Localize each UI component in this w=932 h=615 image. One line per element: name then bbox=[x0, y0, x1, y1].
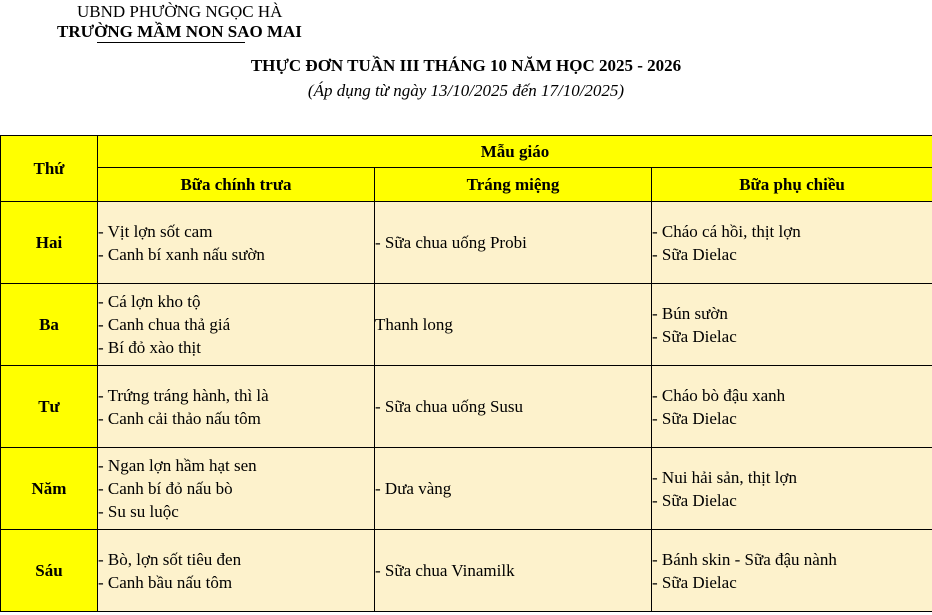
lunch-cell bbox=[98, 530, 375, 612]
snack-cell bbox=[652, 366, 932, 448]
snack-cell bbox=[652, 284, 932, 366]
day-cell: Hai bbox=[1, 202, 98, 284]
column-header-snack: Bữa phụ chiều bbox=[652, 168, 932, 202]
day-cell: Sáu bbox=[1, 530, 98, 612]
snack-item: - Sữa Dielac bbox=[652, 326, 737, 346]
lunch-item: - Su su luộc bbox=[98, 502, 179, 521]
menu-row bbox=[1, 202, 932, 284]
snack-item: - Sữa Dielac bbox=[652, 408, 737, 428]
dessert-cell bbox=[375, 448, 652, 530]
snack-item: - Nui hải sản, thịt lợn bbox=[652, 467, 797, 487]
lunch-item: - Cá lợn kho tộ bbox=[98, 292, 201, 311]
dessert-cell bbox=[375, 530, 652, 612]
column-header-dessert: Tráng miệng bbox=[375, 168, 652, 202]
dessert-item: - Sữa chua uống Susu bbox=[375, 397, 524, 416]
dessert-cell bbox=[375, 202, 652, 284]
menu-date-range: (Áp dụng từ ngày 13/10/2025 đến 17/10/2025) bbox=[307, 81, 625, 100]
lunch-item: - Bí đỏ xào thịt bbox=[98, 338, 201, 357]
day-cell: Tư bbox=[1, 366, 98, 448]
dessert-cell bbox=[375, 284, 652, 366]
dessert-item: - Dưa vàng bbox=[375, 479, 452, 498]
menu-title: THỰC ĐƠN TUẦN III THÁNG 10 NĂM HỌC 2025 - 2026 bbox=[250, 56, 682, 75]
school-underline bbox=[97, 42, 245, 43]
lunch-cell bbox=[98, 366, 375, 448]
lunch-item: - Canh chua thả giá bbox=[98, 315, 231, 334]
snack-item: - Bánh skin - Sữa đậu nành bbox=[652, 549, 837, 569]
school-name: TRƯỜNG MẦM NON SAO MAI bbox=[57, 22, 302, 41]
dessert-cell bbox=[375, 366, 652, 448]
lunch-item: - Ngan lợn hầm hạt sen bbox=[98, 456, 257, 475]
lunch-cell bbox=[98, 284, 375, 366]
day-cell: Ba bbox=[1, 284, 98, 366]
menu-row bbox=[1, 284, 932, 366]
snack-item: - Sữa Dielac bbox=[652, 572, 737, 592]
dessert-item: Thanh long bbox=[375, 315, 453, 334]
lunch-item: - Canh bí xanh nấu sườn bbox=[98, 244, 265, 264]
lunch-cell bbox=[98, 448, 375, 530]
lunch-item: - Bò, lợn sốt tiêu đen bbox=[98, 549, 242, 569]
snack-cell bbox=[652, 202, 932, 284]
snack-item: - Sữa Dielac bbox=[652, 490, 737, 510]
snack-item: - Bún sườn bbox=[652, 303, 728, 323]
lunch-item: - Canh bí đỏ nấu bò bbox=[98, 479, 233, 498]
lunch-item: - Canh cải thảo nấu tôm bbox=[98, 408, 261, 428]
lunch-item: - Trứng tráng hành, thì là bbox=[98, 385, 269, 405]
org-name: UBND PHƯỜNG NGỌC HÀ bbox=[77, 2, 283, 21]
snack-item: - Cháo bò đậu xanh bbox=[652, 385, 786, 405]
day-column-header: Thứ bbox=[1, 136, 98, 202]
menu-row bbox=[1, 530, 932, 612]
lunch-item: - Canh bầu nấu tôm bbox=[98, 572, 233, 592]
snack-item: - Sữa Dielac bbox=[652, 244, 737, 264]
day-cell: Năm bbox=[1, 448, 98, 530]
column-header-lunch: Bữa chính trưa bbox=[98, 168, 375, 202]
snack-item: - Cháo cá hồi, thịt lợn bbox=[652, 221, 801, 241]
group-header: Mẫu giáo bbox=[98, 136, 932, 168]
weekly-menu-table bbox=[0, 135, 932, 612]
lunch-cell bbox=[98, 202, 375, 284]
lunch-item: - Vịt lợn sốt cam bbox=[98, 221, 213, 241]
menu-row bbox=[1, 366, 932, 448]
snack-cell bbox=[652, 448, 932, 530]
snack-cell bbox=[652, 530, 932, 612]
dessert-item: - Sữa chua uống Probi bbox=[375, 233, 527, 252]
menu-row bbox=[1, 448, 932, 530]
dessert-item: - Sữa chua Vinamilk bbox=[375, 561, 515, 580]
